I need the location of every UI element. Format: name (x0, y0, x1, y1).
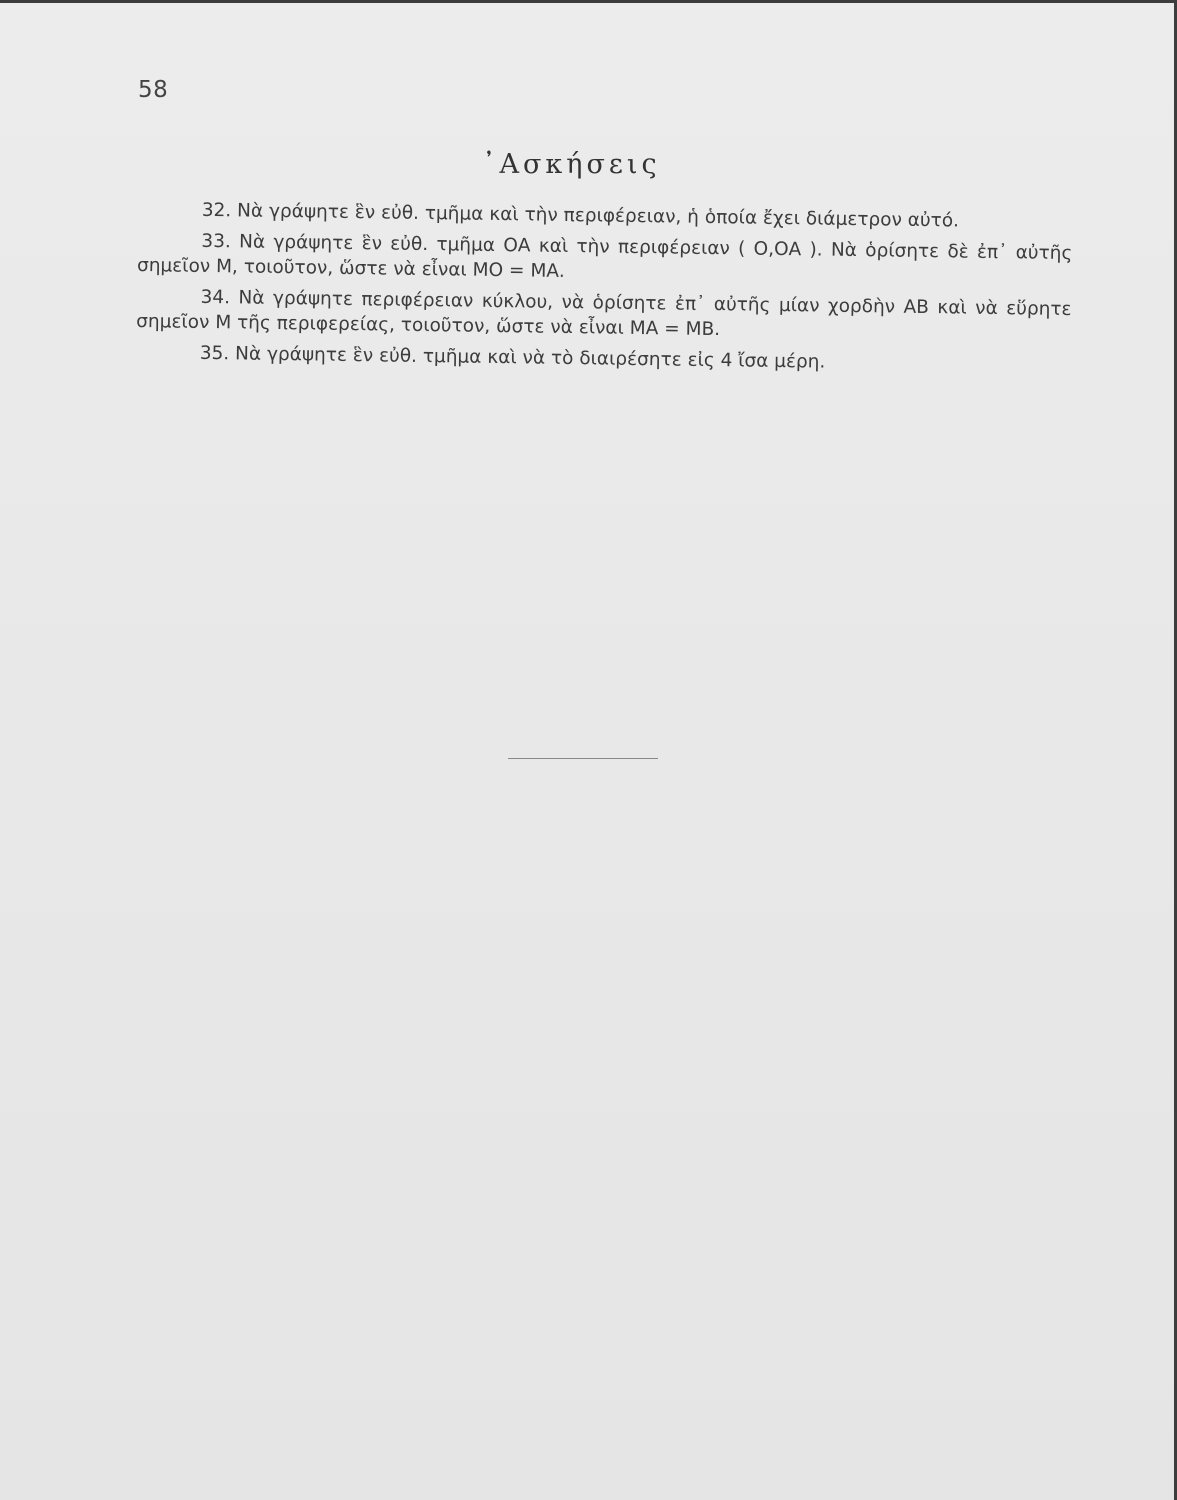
exercise-item (136, 340, 1071, 378)
exercise-text: Νὰ γράψητε ἓν εὐθ. τμῆμα καὶ νὰ τὸ διαιρέσητε εἰς 4 ἴσα μέρη. (234, 343, 826, 373)
exercise-number: 33. (201, 230, 231, 253)
exercise-item (137, 228, 1073, 291)
exercise-text: Νὰ γράψητε περιφέρειαν κύκλου, νὰ ὁρίσητε ἐπ᾿ αὐτῆς μίαν χορδὴν ΑΒ καὶ νὰ εὕρητε σημεῖον Μ τῆς περιφερείας, τοιοῦτον, ὥστε νὰ εἶναι ΜΑ = ΜΒ. (136, 287, 1072, 341)
exercise-item (136, 284, 1072, 347)
exercise-list (136, 197, 1073, 384)
page-number: 58 (138, 77, 169, 103)
exercise-text: Νὰ γράψητε ἓν εὐθ. τμῆμα καὶ τὴν περιφέρειαν, ἡ ὁποία ἔχει διάμετρον αὐτό. (236, 200, 960, 232)
exercise-number: 35. (199, 342, 230, 365)
exercise-number: 32. (201, 199, 232, 222)
section-title: ᾿Ασκήσεις (482, 149, 661, 180)
exercise-text: Νὰ γράψητε ἓν εὐθ. τμῆμα ΟΑ καὶ τὴν περιφέρειαν ( Ο,ΟΑ ). Νὰ ὁρίσητε δὲ ἐπ᾿ αὐτῆς σημεῖον Μ, τοιοῦτον, ὥστε νὰ εἶναι ΜΟ = ΜΑ. (136, 231, 1073, 282)
section-divider (508, 758, 658, 759)
exercise-number: 34. (200, 286, 231, 309)
